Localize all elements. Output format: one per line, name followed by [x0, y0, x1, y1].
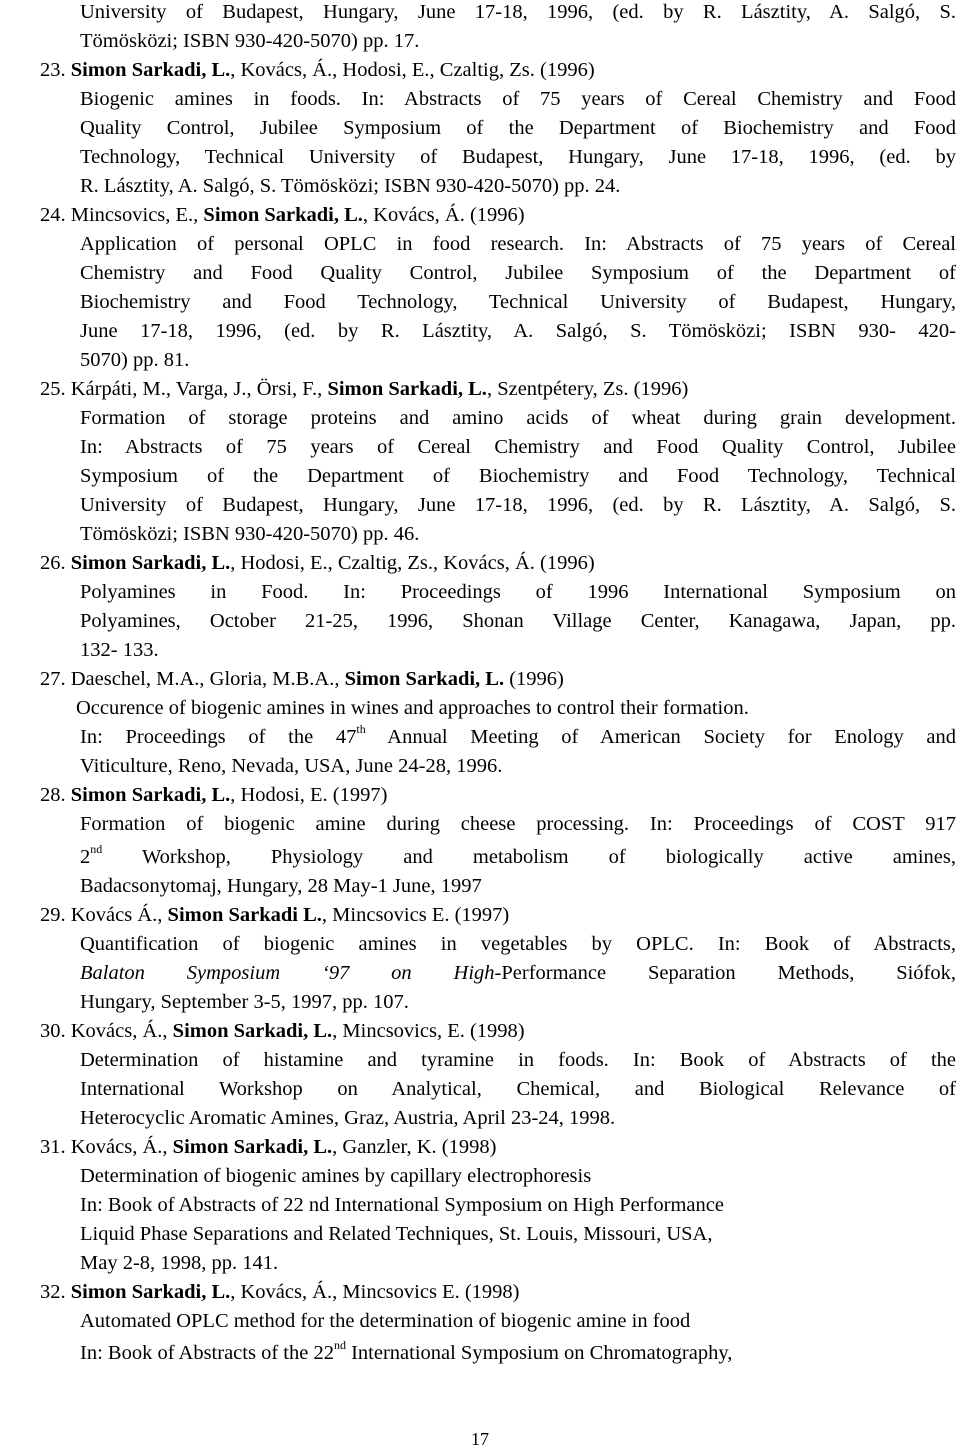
author-highlight: Simon Sarkadi, L.	[327, 378, 487, 400]
ref-23-authors	[40, 56, 595, 85]
ref-24-authors	[40, 201, 525, 230]
ref-25-line: Formation of storage proteins and amino acids of wheat during grain development.	[80, 407, 956, 429]
authors: Daeschel, M.A., Gloria, M.B.A.,	[70, 668, 345, 690]
page-number: 17	[471, 1429, 489, 1449]
ref-31-line: May 2-8, 1998, pp. 141.	[80, 1252, 279, 1274]
author-highlight: Simon Sarkadi, L.	[172, 1136, 333, 1158]
ref-32-line: Automated OPLC method for the determination of biogenic amine in food	[80, 1310, 691, 1332]
author-highlight: Simon Sarkadi, L.	[203, 204, 363, 226]
ref-22-line: University of Budapest, Hungary, June 17-18, 1996, (ed. by R. Lásztity, A. Salgó, S.	[80, 1, 956, 23]
ref-23-line: Technology, Technical University of Budapest, Hungary, June 17-18, 1996, (ed. by	[80, 146, 956, 168]
authors: , Hodosi, E., Czaltig, Zs., Kovács, Á. (1996)	[230, 552, 595, 574]
ref-25-authors	[40, 375, 688, 404]
ref-27-authors	[40, 665, 564, 694]
ref-number: 31.	[40, 1136, 66, 1158]
ref-30-line: Heterocyclic Aromatic Amines, Graz, Austria, April 23-24, 1998.	[80, 1107, 616, 1129]
authors: Mincsovics, E.,	[70, 204, 204, 226]
ref-29-authors	[40, 901, 509, 930]
authors: , Mincsovics E. (1997)	[321, 904, 510, 926]
ref-number: 28.	[40, 784, 66, 806]
ref-28-line: Formation of biogenic amine during cheese processing. In: Proceedings of COST 917	[80, 813, 956, 835]
authors: , Szentpétery, Zs. (1996)	[486, 378, 689, 400]
authors: Kárpáti, M., Varga, J., Örsi, F.,	[70, 378, 328, 400]
ref-number: 30.	[40, 1020, 66, 1042]
author-highlight: Simon Sarkadi, L.	[70, 784, 231, 806]
ref-27-line: In: Proceedings of the 47th Annual Meeting of American Society for Enology and	[80, 722, 956, 748]
ref-29-line: Quantification of biogenic amines in vegetables by OPLC. In: Book of Abstracts,	[80, 933, 956, 955]
ref-24-line: Application of personal OPLC in food research. In: Abstracts of 75 years of Cereal	[80, 233, 956, 255]
ref-number: 26.	[40, 552, 66, 574]
ref-number: 25.	[40, 378, 66, 400]
author-highlight: Simon Sarkadi L.	[167, 904, 322, 926]
ref-number: 23.	[40, 59, 66, 81]
ref-31-line: In: Book of Abstracts of 22 nd International Symposium on High Performance	[80, 1194, 724, 1216]
authors: , Ganzler, K. (1998)	[332, 1136, 497, 1158]
ref-number: 27.	[40, 668, 66, 690]
ref-24-line: Chemistry and Food Quality Control, Jubilee Symposium of the Department of	[80, 262, 956, 284]
authors: (1996)	[504, 668, 564, 690]
authors: Kovács Á.,	[70, 904, 168, 926]
authors: , Hodosi, E. (1997)	[230, 784, 388, 806]
ref-24-line: 5070) pp. 81.	[80, 349, 190, 371]
ref-27-line: Occurence of biogenic amines in wines and approaches to control their formation.	[76, 697, 749, 719]
authors: Kovács, Á.,	[70, 1020, 173, 1042]
author-highlight: Simon Sarkadi, L.	[172, 1020, 333, 1042]
author-highlight: Simon Sarkadi, L.	[70, 552, 231, 574]
ref-25-line: Tömösközi; ISBN 930-420-5070) pp. 46.	[80, 523, 420, 545]
ref-29-line: Balaton Symposium ‘97 on High-Performance Separation Methods, Siófok,	[80, 962, 957, 984]
authors: Kovács, Á.,	[70, 1136, 173, 1158]
ref-31-line: Determination of biogenic amines by capillary electrophoresis	[80, 1165, 592, 1187]
author-highlight: Simon Sarkadi, L.	[70, 1281, 231, 1303]
ref-25-line: Symposium of the Department of Biochemistry and Food Technology, Technical	[80, 465, 956, 487]
ref-28-line: 2nd Workshop, Physiology and metabolism of biologically active amines,	[80, 842, 956, 868]
ref-26-line: Polyamines, October 21-25, 1996, Shonan Village Center, Kanagawa, Japan, pp.	[80, 610, 956, 632]
ref-26-line: 132- 133.	[80, 639, 159, 661]
ref-30-line: Determination of histamine and tyramine in foods. In: Book of Abstracts of the	[80, 1049, 956, 1071]
ref-25-line: In: Abstracts of 75 years of Cereal Chemistry and Food Quality Control, Jubilee	[80, 436, 956, 458]
ref-29-line: Hungary, September 3-5, 1997, pp. 107.	[80, 991, 409, 1013]
ref-number: 32.	[40, 1281, 66, 1303]
ref-32-line: In: Book of Abstracts of the 22nd International Symposium on Chromatography,	[80, 1338, 733, 1364]
authors: , Mincsovics, E. (1998)	[332, 1020, 525, 1042]
ref-30-line: International Workshop on Analytical, Chemical, and Biological Relevance of	[80, 1078, 956, 1100]
ref-26-line: Polyamines in Food. In: Proceedings of 1996 International Symposium on	[80, 581, 956, 603]
ref-22-line: Tömösközi; ISBN 930-420-5070) pp. 17.	[80, 30, 420, 52]
ref-31-authors	[40, 1133, 496, 1162]
ref-23-line: R. Lásztity, A. Salgó, S. Tömösközi; ISBN 930-420-5070) pp. 24.	[80, 175, 621, 197]
ref-25-line: University of Budapest, Hungary, June 17-18, 1996, (ed. by R. Lásztity, A. Salgó, S.	[80, 494, 956, 516]
ref-30-authors	[40, 1017, 525, 1046]
ref-28-authors	[40, 781, 387, 810]
authors: , Kovács, Á., Mincsovics E. (1998)	[230, 1281, 520, 1303]
ref-23-line: Quality Control, Jubilee Symposium of the Department of Biochemistry and Food	[80, 117, 956, 139]
ref-number: 29.	[40, 904, 66, 926]
ref-24-line: June 17-18, 1996, (ed. by R. Lásztity, A. Salgó, S. Tömösközi; ISBN 930- 420-	[80, 320, 956, 342]
ref-number: 24.	[40, 204, 66, 226]
ref-24-line: Biochemistry and Food Technology, Technical University of Budapest, Hungary,	[80, 291, 956, 313]
ref-23-line: Biogenic amines in foods. In: Abstracts of 75 years of Cereal Chemistry and Food	[80, 88, 956, 110]
author-highlight: Simon Sarkadi, L.	[70, 59, 231, 81]
author-highlight: Simon Sarkadi, L.	[344, 668, 505, 690]
ref-26-authors	[40, 549, 595, 578]
ref-32-authors	[40, 1278, 519, 1307]
ref-28-line: Badacsonytomaj, Hungary, 28 May-1 June, 1997	[80, 875, 482, 897]
ref-27-line: Viticulture, Reno, Nevada, USA, June 24-28, 1996.	[80, 755, 503, 777]
ref-31-line: Liquid Phase Separations and Related Techniques, St. Louis, Missouri, USA,	[80, 1223, 713, 1245]
authors: , Kovács, Á. (1996)	[362, 204, 525, 226]
authors: , Kovács, Á., Hodosi, E., Czaltig, Zs. (1996)	[230, 59, 595, 81]
